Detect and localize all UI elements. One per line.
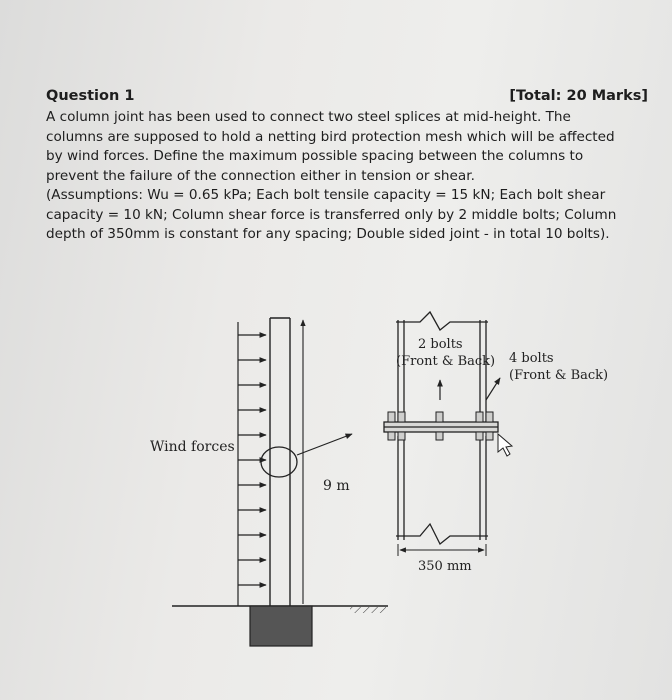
question-line: columns are supposed to hold a netting bird protection mesh which will be affected <box>46 128 615 145</box>
bolts-2-label-line1: 2 bolts <box>418 337 463 352</box>
question-line: (Assumptions: Wu = 0.65 kPa; Each bolt tensile capacity = 15 kN; Each bolt shear <box>46 187 606 203</box>
total-marks: [Total: 20 Marks] <box>509 88 648 104</box>
outer-bolts-arrow <box>486 378 500 400</box>
depth-label: 350 mm <box>418 559 472 574</box>
question-line: depth of 350mm is constant for any spacing; Double sided joint - in total 10 bolts). <box>46 226 610 242</box>
question-title: Question 1 <box>46 88 135 104</box>
detail-pointer-arrow <box>297 434 352 455</box>
question-line: by wind forces. Define the maximum possible spacing between the columns to <box>46 148 584 164</box>
cursor-icon <box>498 434 512 456</box>
joint-highlight-circle <box>261 447 297 477</box>
foundation-block <box>250 606 312 646</box>
bolts-4-label-line1: 4 bolts <box>509 351 554 366</box>
ground-hatch <box>350 607 386 613</box>
question-line: capacity = 10 kN; Column shear force is transferred only by 2 middle bolts; Column <box>46 206 617 223</box>
question-line: prevent the failure of the connection either in tension or shear. <box>46 167 475 184</box>
question-line: A column joint has been used to connect two steel splices at mid-height. The <box>46 109 571 125</box>
wind-forces-label: Wind forces <box>150 439 235 455</box>
bolts-2-label-line2: (Front & Back) <box>396 354 496 369</box>
height-label: 9 m <box>323 478 350 494</box>
column <box>270 318 290 606</box>
bolts-4-label-line2: (Front & Back) <box>509 368 609 383</box>
